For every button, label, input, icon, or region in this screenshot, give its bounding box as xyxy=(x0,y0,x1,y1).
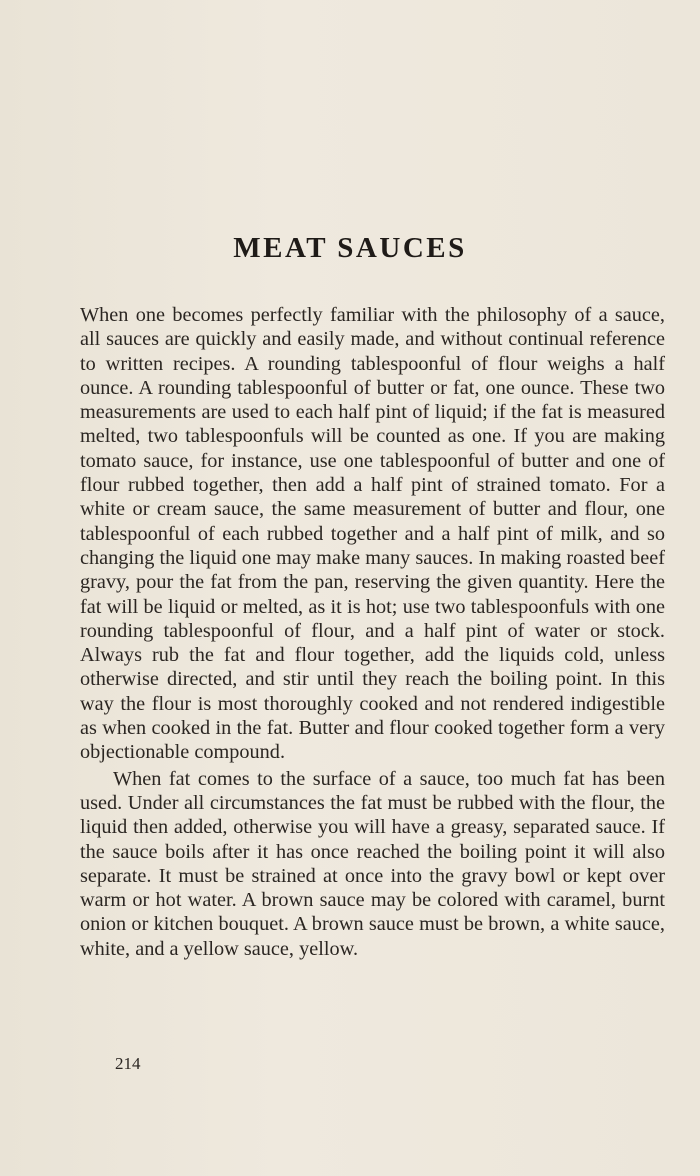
paragraph-1: When one becomes perfectly familiar with the philosophy of a sauce, all sauces are quickly and easily made, and without continual reference to written recipes. A rounding tablespoonful of flour weighs a half ounce. A rounding tablespoonful of butter or fat, one ounce. These two measurements are used to each half pint of liquid; if the fat is measured melted, two tablespoonfuls will be counted as one. If you are making tomato sauce, for instance, use one tablespoonful of butter and one of flour rubbed together, then add a half pint of strained tomato. For a white or cream sauce, the same measurement of butter and flour, one tablespoonful of each rubbed together and a half pint of milk, and so changing the liquid one may make many sauces. In making roasted beef gravy, pour the fat from the pan, reserving the given quantity. Here the fat will be liquid or melted, as it is hot; use two tablespoonfuls with one rounding tablespoonful of flour, and a half pint of water or stock. Always rub the fat and flour together, add the liquids cold, unless otherwise directed, and stir until they reach the boiling point. In this way the flour is most thoroughly cooked and not rendered indigestible as when cooked in the fat. Butter and flour cooked together form a very objectionable compound. xyxy=(80,304,665,764)
paragraph-2: When fat comes to the surface of a sauce, too much fat has been used. Under all circumstances the fat must be rubbed with the flour, the liquid then added, otherwise you will have a greasy, separated sauce. If the sauce boils after it has once reached the boiling point it will also separate. It must be strained at once into the gravy bowl or kept over warm or hot water. A brown sauce may be colored with caramel, burnt onion or kitchen bouquet. A brown sauce must be brown, a white sauce, white, and a yellow sauce, yellow. xyxy=(80,767,665,960)
page-title: MEAT SAUCES xyxy=(233,232,467,264)
body-text xyxy=(80,303,665,961)
page-number: 214 xyxy=(115,1054,141,1073)
